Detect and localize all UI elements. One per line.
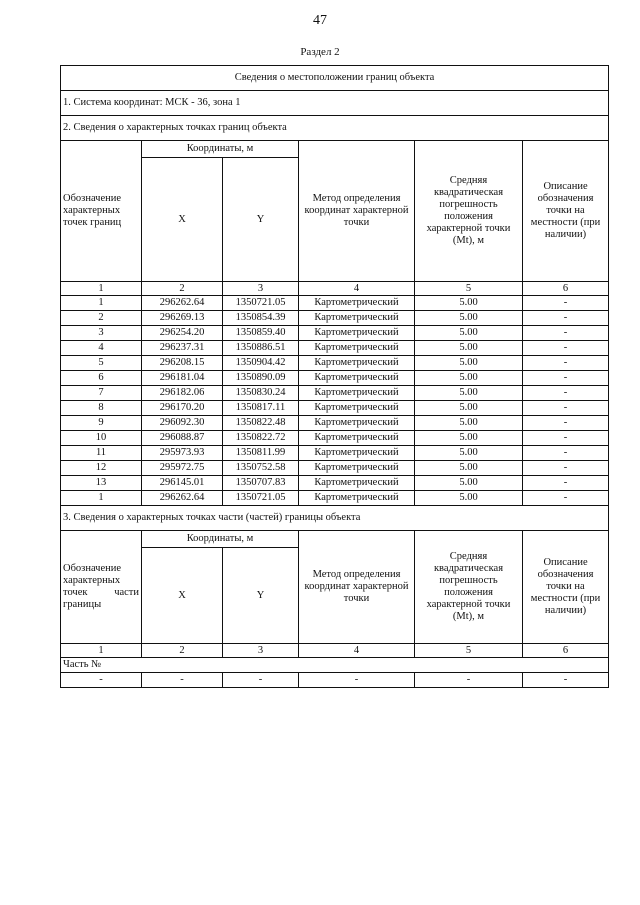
cell-y: 1350707.83 (223, 476, 299, 491)
table-row (61, 446, 609, 461)
table-title: Сведения о местоположении границ объекта (61, 66, 609, 91)
table-row (61, 371, 609, 386)
table-row (61, 416, 609, 431)
cell-n: 2 (61, 311, 142, 326)
part-cell: - (61, 673, 142, 688)
cell-method: Картометрический (299, 326, 415, 341)
header-y: Y (223, 548, 299, 644)
cell-method: Картометрический (299, 476, 415, 491)
cell-desc: - (523, 401, 609, 416)
cell-x: 296092.30 (142, 416, 223, 431)
cell-y: 1350721.05 (223, 296, 299, 311)
cell-method: Картометрический (299, 371, 415, 386)
cell-y: 1350822.72 (223, 431, 299, 446)
column-number: 4 (299, 282, 415, 296)
cell-desc: - (523, 431, 609, 446)
table-row (61, 386, 609, 401)
header-coordinates: Координаты, м (142, 141, 299, 158)
cell-mt: 5.00 (415, 386, 523, 401)
cell-y: 1350752.58 (223, 461, 299, 476)
boundary-table (60, 65, 609, 688)
part-cell: - (223, 673, 299, 688)
cell-x: 296262.64 (142, 491, 223, 506)
cell-x: 296262.64 (142, 296, 223, 311)
cell-desc: - (523, 476, 609, 491)
cell-n: 11 (61, 446, 142, 461)
page-number: 47 (313, 13, 327, 28)
cell-y: 1350830.24 (223, 386, 299, 401)
cell-x: 296182.06 (142, 386, 223, 401)
cell-method: Картометрический (299, 341, 415, 356)
cell-x: 296269.13 (142, 311, 223, 326)
column-numbers-row (61, 282, 609, 296)
cell-desc: - (523, 341, 609, 356)
cell-desc: - (523, 371, 609, 386)
cell-desc: - (523, 386, 609, 401)
cell-desc: - (523, 446, 609, 461)
cell-method: Картометрический (299, 311, 415, 326)
coordinate-system: 1. Система координат: МСК - 36, зона 1 (61, 91, 609, 116)
cell-method: Картометрический (299, 416, 415, 431)
section2-header-row (61, 141, 609, 158)
header-part-point-designation: Обозначение характерных точек части границы (61, 531, 142, 644)
cell-mt: 5.00 (415, 491, 523, 506)
cell-method: Картометрический (299, 431, 415, 446)
table-row (61, 356, 609, 371)
cell-n: 5 (61, 356, 142, 371)
part-cell: - (299, 673, 415, 688)
table-row (61, 673, 609, 688)
header-x: X (142, 548, 223, 644)
cell-method: Картометрический (299, 401, 415, 416)
cell-method: Картометрический (299, 296, 415, 311)
cell-mt: 5.00 (415, 311, 523, 326)
section-label: Раздел 2 (300, 46, 340, 58)
header-point-designation: Обозначение характерных точек границ (61, 141, 142, 282)
cell-mt: 5.00 (415, 296, 523, 311)
header-y: Y (223, 158, 299, 282)
header-method: Метод определения координат характерной точки (299, 531, 415, 644)
column-number: 1 (61, 644, 142, 658)
cell-mt: 5.00 (415, 401, 523, 416)
cell-desc: - (523, 311, 609, 326)
section3-header-row (61, 531, 609, 548)
cell-method: Картометрический (299, 446, 415, 461)
header-accuracy: Средняя квадратическая погрешность положения характерной точки (Mt), м (415, 531, 523, 644)
table-row (61, 476, 609, 491)
column-number: 3 (223, 644, 299, 658)
cell-method: Картометрический (299, 461, 415, 476)
cell-method: Картометрический (299, 356, 415, 371)
section2-title: 2. Сведения о характерных точках границ объекта (61, 116, 609, 141)
column-number: 5 (415, 282, 523, 296)
column-number: 6 (523, 282, 609, 296)
cell-x: 296088.87 (142, 431, 223, 446)
header-accuracy: Средняя квадратическая погрешность положения характерной точки (Mt), м (415, 141, 523, 282)
table-row (61, 491, 609, 506)
table-row (61, 461, 609, 476)
cell-x: 296170.20 (142, 401, 223, 416)
header-x: X (142, 158, 223, 282)
cell-n: 13 (61, 476, 142, 491)
header-method: Метод определения координат характерной точки (299, 141, 415, 282)
table-row (61, 431, 609, 446)
table-row (61, 341, 609, 356)
cell-mt: 5.00 (415, 461, 523, 476)
table-row (61, 401, 609, 416)
column-number: 6 (523, 644, 609, 658)
part-label-row (61, 658, 609, 673)
column-number: 1 (61, 282, 142, 296)
section3-title-row (61, 506, 609, 531)
cell-n: 9 (61, 416, 142, 431)
cell-mt: 5.00 (415, 416, 523, 431)
cell-desc: - (523, 326, 609, 341)
part-cell: - (415, 673, 523, 688)
part-cell: - (523, 673, 609, 688)
cell-mt: 5.00 (415, 371, 523, 386)
cell-n: 8 (61, 401, 142, 416)
cell-x: 296208.15 (142, 356, 223, 371)
cell-n: 10 (61, 431, 142, 446)
cell-y: 1350859.40 (223, 326, 299, 341)
cell-n: 1 (61, 491, 142, 506)
section2-title-row (61, 116, 609, 141)
cell-y: 1350890.09 (223, 371, 299, 386)
cell-n: 4 (61, 341, 142, 356)
table-row (61, 296, 609, 311)
part-label: Часть № (61, 658, 609, 673)
cell-mt: 5.00 (415, 446, 523, 461)
cell-desc: - (523, 356, 609, 371)
cell-n: 3 (61, 326, 142, 341)
cell-method: Картометрический (299, 491, 415, 506)
cell-mt: 5.00 (415, 341, 523, 356)
cell-n: 7 (61, 386, 142, 401)
cell-y: 1350721.05 (223, 491, 299, 506)
cell-desc: - (523, 416, 609, 431)
cell-y: 1350817.11 (223, 401, 299, 416)
column-numbers-row (61, 644, 609, 658)
cell-x: 295972.75 (142, 461, 223, 476)
coordinate-system-row (61, 91, 609, 116)
cell-desc: - (523, 296, 609, 311)
cell-method: Картометрический (299, 386, 415, 401)
cell-x: 295973.93 (142, 446, 223, 461)
cell-x: 296237.31 (142, 341, 223, 356)
header-coordinates: Координаты, м (142, 531, 299, 548)
section3-title: 3. Сведения о характерных точках части (частей) границы объекта (61, 506, 609, 531)
cell-x: 296145.01 (142, 476, 223, 491)
table-row (61, 326, 609, 341)
cell-y: 1350904.42 (223, 356, 299, 371)
part-cell: - (142, 673, 223, 688)
cell-mt: 5.00 (415, 326, 523, 341)
cell-n: 12 (61, 461, 142, 476)
column-number: 2 (142, 282, 223, 296)
cell-mt: 5.00 (415, 356, 523, 371)
cell-desc: - (523, 461, 609, 476)
cell-x: 296254.20 (142, 326, 223, 341)
table-title-row (61, 66, 609, 91)
cell-y: 1350822.48 (223, 416, 299, 431)
cell-y: 1350811.99 (223, 446, 299, 461)
cell-mt: 5.00 (415, 476, 523, 491)
column-number: 4 (299, 644, 415, 658)
header-description: Описание обозначения точки на местности (при наличии) (523, 141, 609, 282)
cell-y: 1350886.51 (223, 341, 299, 356)
cell-n: 6 (61, 371, 142, 386)
column-number: 3 (223, 282, 299, 296)
cell-mt: 5.00 (415, 431, 523, 446)
column-number: 2 (142, 644, 223, 658)
cell-y: 1350854.39 (223, 311, 299, 326)
cell-n: 1 (61, 296, 142, 311)
cell-desc: - (523, 491, 609, 506)
table-row (61, 311, 609, 326)
header-description: Описание обозначения точки на местности (при наличии) (523, 531, 609, 644)
column-number: 5 (415, 644, 523, 658)
cell-x: 296181.04 (142, 371, 223, 386)
